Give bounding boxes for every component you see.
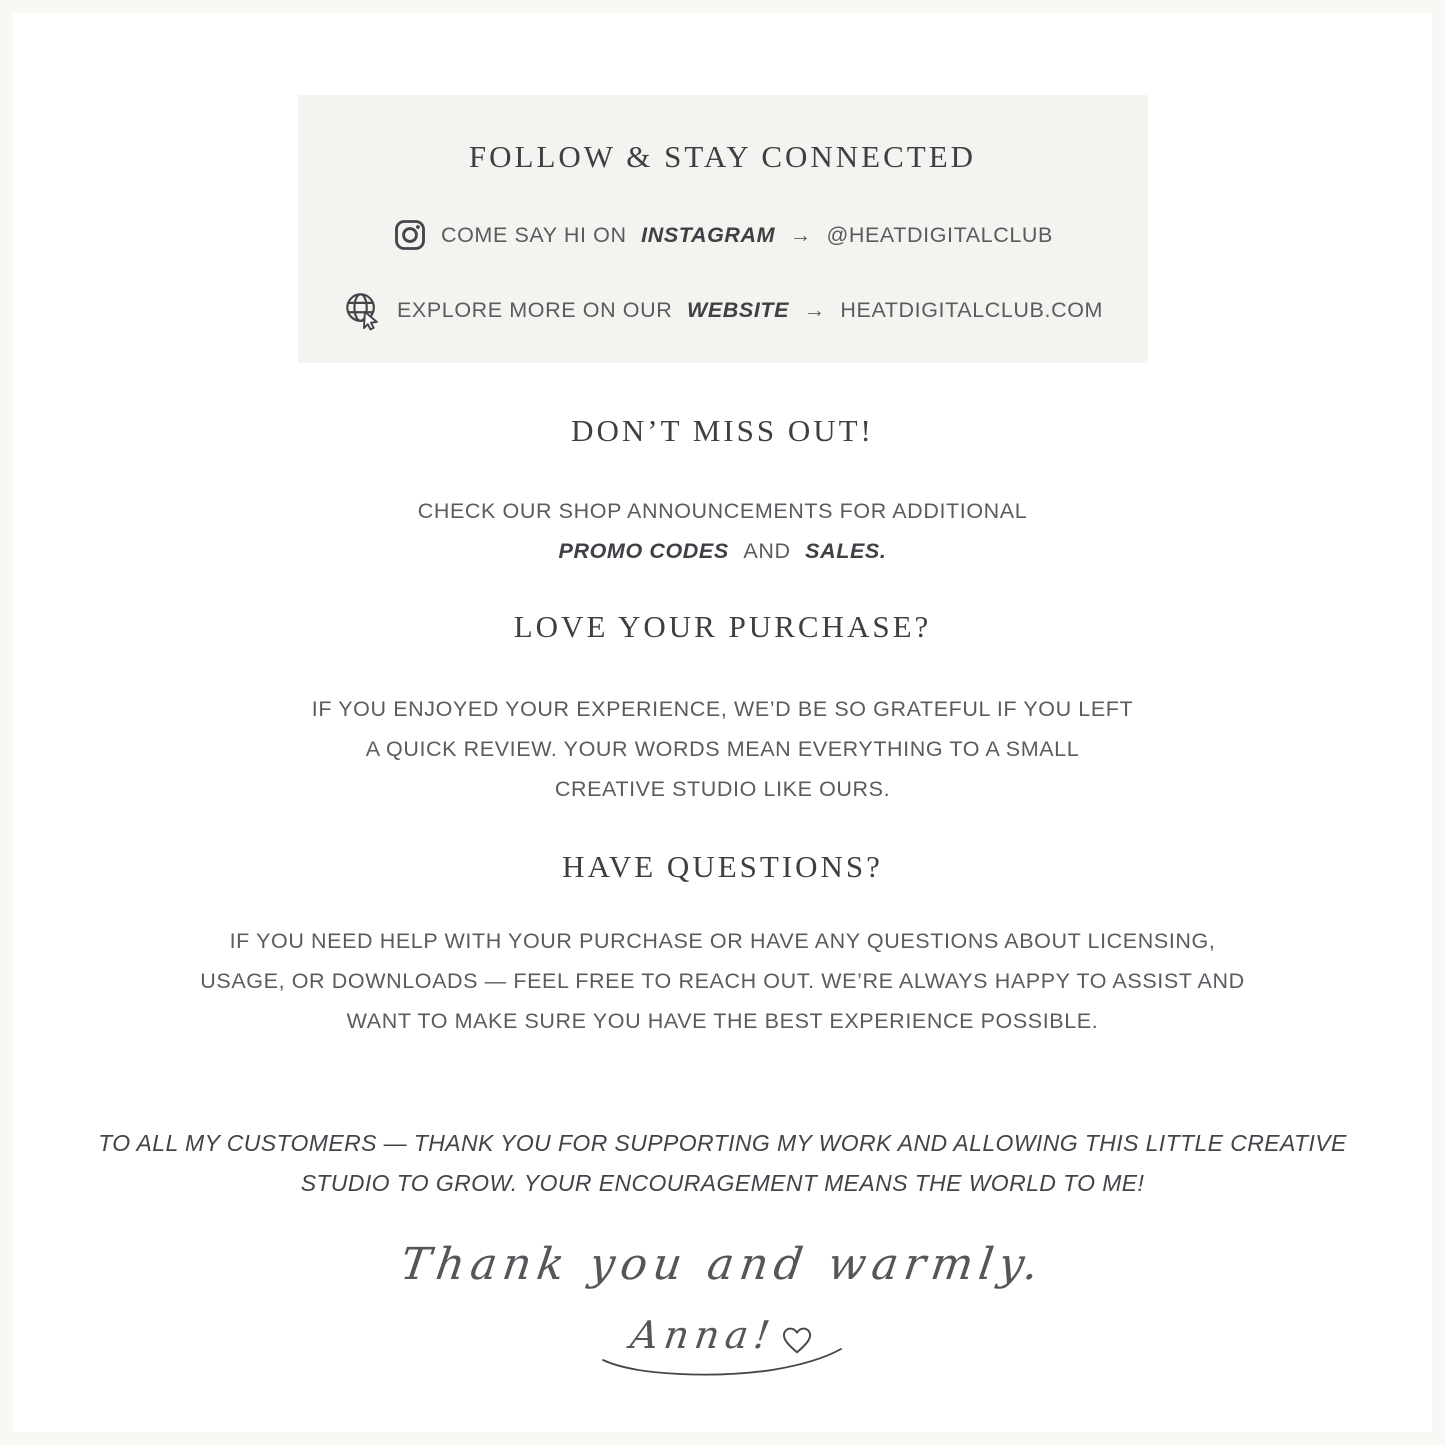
review-line-2: A QUICK REVIEW. YOUR WORDS MEAN EVERYTHING TO A SMALL: [365, 737, 1080, 761]
instagram-row: [298, 217, 1148, 253]
review-paragraph: [13, 689, 1432, 809]
instagram-icon: [392, 217, 428, 253]
connect-title: FOLLOW & STAY CONNECTED: [468, 139, 977, 174]
customer-note-line-2: STUDIO TO GROW. YOUR ENCOURAGEMENT MEANS THE WORLD TO ME!: [300, 1170, 1145, 1196]
instagram-bold-word: INSTAGRAM: [641, 222, 776, 247]
customer-note: [13, 1123, 1432, 1203]
questions-line-1: IF YOU NEED HELP WITH YOUR PURCHASE OR HAVE ANY QUESTIONS ABOUT LICENSING,: [229, 929, 1216, 953]
arrow-glyph: →: [789, 222, 812, 247]
sales-text: SALES.: [805, 539, 887, 563]
globe-cursor-icon: [342, 289, 384, 331]
questions-paragraph: [13, 921, 1432, 1041]
website-row: [298, 289, 1148, 331]
have-questions-heading: HAVE QUESTIONS?: [562, 849, 883, 884]
website-bold-word: WEBSITE: [686, 297, 790, 322]
promo-and-text: AND: [743, 539, 791, 563]
section-love-your-purchase: [13, 607, 1432, 809]
signature-line: Thank you and warmly.: [397, 1239, 1048, 1290]
website-url: HEATDIGITALCLUB.COM: [840, 297, 1104, 322]
connect-box: [298, 95, 1148, 363]
promo-paragraph: [13, 491, 1432, 571]
website-prefix: EXPLORE MORE ON OUR: [396, 297, 673, 322]
thank-you-card: [13, 13, 1432, 1432]
signature-name: Anna!: [628, 1313, 779, 1357]
promo-line-2: [559, 539, 887, 563]
section-have-questions: [13, 847, 1432, 1041]
signature-flourish: [597, 1346, 847, 1380]
signature-name-wrap: [628, 1311, 813, 1360]
customer-note-line-1: TO ALL MY CUSTOMERS — THANK YOU FOR SUPPORTING MY WORK AND ALLOWING THIS LITTLE CREATIVE: [98, 1130, 1347, 1156]
instagram-line: [441, 223, 1053, 248]
website-line: [397, 298, 1103, 323]
section-dont-miss-out: [13, 411, 1432, 571]
review-line-1: IF YOU ENJOYED YOUR EXPERIENCE, WE’D BE SO GRATEFUL IF YOU LEFT: [311, 697, 1134, 721]
questions-line-2: USAGE, OR DOWNLOADS — FEEL FREE TO REACH OUT. WE’RE ALWAYS HAPPY TO ASSIST AND: [200, 969, 1245, 993]
arrow-glyph: →: [803, 297, 826, 322]
instagram-handle: @HEATDIGITALCLUB: [826, 222, 1053, 247]
instagram-prefix: COME SAY HI ON: [440, 222, 627, 247]
love-purchase-heading: LOVE YOUR PURCHASE?: [513, 609, 932, 644]
review-line-3: CREATIVE STUDIO LIKE OURS.: [554, 777, 891, 801]
dont-miss-out-heading: DON’T MISS OUT!: [571, 413, 874, 448]
signature-name-row: [13, 1305, 1432, 1365]
questions-line-3: WANT TO MAKE SURE YOU HAVE THE BEST EXPERIENCE POSSIBLE.: [346, 1009, 1099, 1033]
promo-codes-text: PROMO CODES: [558, 539, 729, 563]
footer: [13, 1123, 1432, 1365]
promo-line-1: CHECK OUR SHOP ANNOUNCEMENTS FOR ADDITIONAL: [417, 499, 1028, 523]
